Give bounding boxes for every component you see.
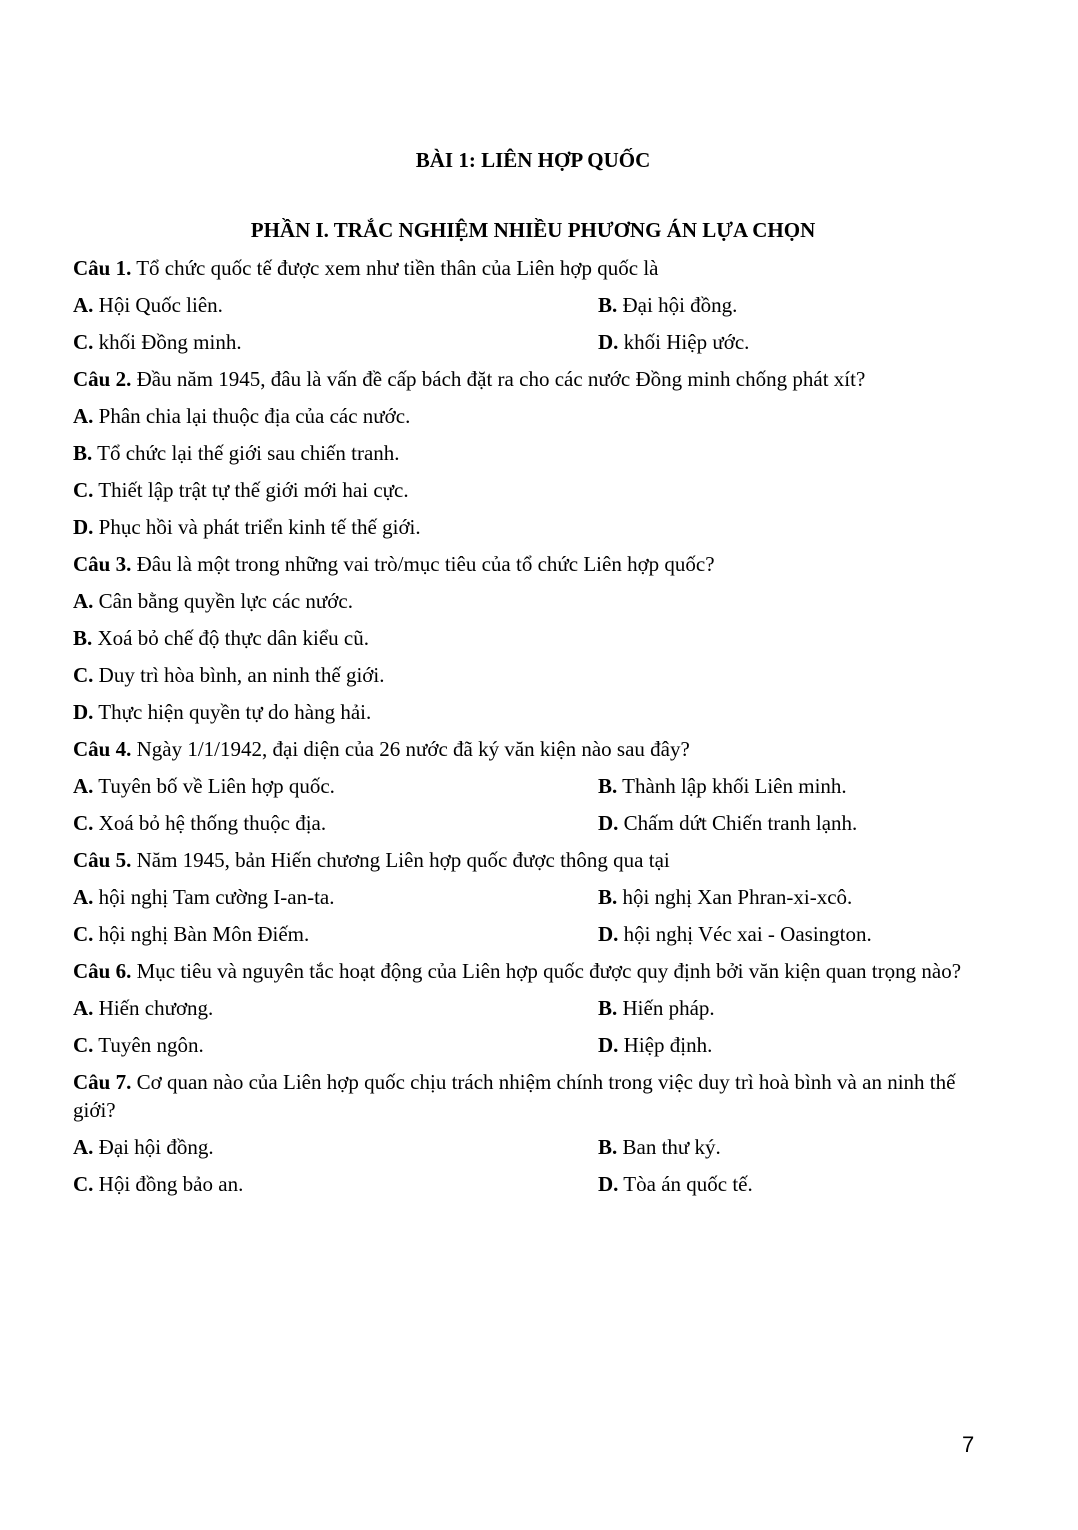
option-letter: A.	[73, 404, 94, 428]
question-label: Câu 6.	[73, 959, 132, 983]
answer-option	[73, 513, 993, 541]
option-text: hội nghị Tam cường I-an-ta.	[93, 885, 335, 909]
answer-option	[73, 920, 598, 948]
answer-option	[598, 1170, 753, 1198]
question-text: Năm 1945, bản Hiến chương Liên hợp quốc được thông qua tại	[131, 848, 670, 872]
option-row	[73, 920, 993, 948]
option-letter: B.	[598, 1135, 618, 1159]
option-text: Thực hiện quyền tự do hàng hải.	[93, 700, 372, 724]
option-text: Hiến chương.	[93, 996, 214, 1020]
question-label: Câu 3.	[73, 552, 132, 576]
option-text: Duy trì hòa bình, an ninh thế giới.	[93, 663, 385, 687]
option-letter: D.	[598, 1172, 619, 1196]
option-text: Tuyên ngôn.	[93, 1033, 204, 1057]
option-text: Thành lập khối Liên minh.	[617, 774, 847, 798]
question-text: Tổ chức quốc tế được xem như tiền thân của Liên hợp quốc là	[131, 256, 659, 280]
question-stem	[73, 1068, 993, 1124]
option-row	[73, 994, 993, 1022]
answer-option	[73, 1031, 598, 1059]
option-text: khối Đồng minh.	[93, 330, 242, 354]
option-row	[73, 328, 993, 356]
option-text: khối Hiệp ước.	[618, 330, 750, 354]
question-text: Đâu là một trong những vai trò/mục tiêu của tổ chức Liên hợp quốc?	[131, 552, 715, 576]
answer-option	[598, 920, 872, 948]
option-letter: A.	[73, 293, 94, 317]
option-letter: D.	[73, 515, 94, 539]
option-row	[73, 772, 993, 800]
option-letter: B.	[598, 996, 618, 1020]
option-text: Hiệp định.	[618, 1033, 713, 1057]
answer-option	[73, 772, 598, 800]
answer-option	[73, 994, 598, 1022]
option-row	[73, 1170, 993, 1198]
option-row	[73, 1133, 993, 1161]
option-letter: C.	[73, 1033, 94, 1057]
question-text: Ngày 1/1/1942, đại diện của 26 nước đã ký văn kiện nào sau đây?	[131, 737, 690, 761]
question-label: Câu 1.	[73, 256, 132, 280]
answer-option	[73, 439, 993, 467]
question-stem	[73, 254, 993, 282]
option-text: Tuyên bố về Liên hợp quốc.	[93, 774, 335, 798]
answer-option	[73, 291, 598, 319]
option-row	[73, 809, 993, 837]
option-text: Phục hồi và phát triển kinh tế thế giới.	[93, 515, 421, 539]
option-text: Tòa án quốc tế.	[618, 1172, 753, 1196]
section-title: PHẦN I. TRẮC NGHIỆM NHIỀU PHƯƠNG ÁN LỰA CHỌN	[250, 218, 816, 242]
option-letter: A.	[73, 774, 94, 798]
answer-option	[73, 1170, 598, 1198]
answer-option	[73, 661, 993, 689]
option-letter: B.	[598, 885, 618, 909]
answer-option	[598, 1031, 712, 1059]
answer-option	[73, 402, 993, 430]
option-letter: A.	[73, 885, 94, 909]
page-number: 7	[962, 1432, 975, 1457]
question-stem	[73, 846, 993, 874]
option-text: hội nghị Xan Phran-xi-xcô.	[617, 885, 853, 909]
question-text: Đầu năm 1945, đâu là vấn đề cấp bách đặt ra cho các nước Đồng minh chống phát xít?	[131, 367, 866, 391]
answer-option	[598, 809, 857, 837]
option-letter: B.	[598, 774, 618, 798]
question-stem	[73, 957, 993, 985]
option-letter: C.	[73, 922, 94, 946]
option-text: Hội Quốc liên.	[93, 293, 223, 317]
answer-option	[598, 883, 852, 911]
option-letter: C.	[73, 663, 94, 687]
option-text: Chấm dứt Chiến tranh lạnh.	[618, 811, 858, 835]
answer-option	[598, 772, 847, 800]
option-letter: D.	[598, 811, 619, 835]
option-text: Ban thư ký.	[617, 1135, 721, 1159]
option-text: Hội đồng bảo an.	[93, 1172, 244, 1196]
answer-option	[73, 809, 598, 837]
question-stem	[73, 550, 993, 578]
option-text: Đại hội đồng.	[617, 293, 738, 317]
question-text: Mục tiêu và nguyên tắc hoạt động của Liên hợp quốc được quy định bởi văn kiện quan trọng nào?	[131, 959, 962, 983]
answer-option	[598, 291, 737, 319]
option-letter: D.	[598, 1033, 619, 1057]
option-letter: C.	[73, 1172, 94, 1196]
option-text: Cân bằng quyền lực các nước.	[93, 589, 353, 613]
answer-option	[598, 994, 715, 1022]
question-label: Câu 5.	[73, 848, 132, 872]
option-row	[73, 883, 993, 911]
option-text: Thiết lập trật tự thế giới mới hai cực.	[93, 478, 409, 502]
option-text: Phân chia lại thuộc địa của các nước.	[93, 404, 411, 428]
option-text: Tổ chức lại thế giới sau chiến tranh.	[92, 441, 400, 465]
answer-option	[73, 1133, 598, 1161]
question-stem	[73, 365, 993, 393]
question-stem	[73, 735, 993, 763]
option-letter: C.	[73, 330, 94, 354]
option-row	[73, 291, 993, 319]
option-letter: D.	[598, 922, 619, 946]
lesson-title: BÀI 1: LIÊN HỢP QUỐC	[415, 148, 651, 172]
answer-option	[73, 328, 598, 356]
answer-option	[73, 587, 993, 615]
answer-option	[598, 328, 749, 356]
question-label: Câu 4.	[73, 737, 132, 761]
question-text: Cơ quan nào của Liên hợp quốc chịu trách nhiệm chính trong việc duy trì hoà bình và an ninh thế giới?	[73, 1070, 956, 1122]
question-label: Câu 2.	[73, 367, 132, 391]
option-letter: B.	[73, 626, 93, 650]
answer-option	[73, 624, 993, 652]
option-letter: B.	[73, 441, 93, 465]
option-letter: B.	[598, 293, 618, 317]
option-letter: D.	[73, 700, 94, 724]
option-letter: C.	[73, 811, 94, 835]
answer-option	[73, 476, 993, 504]
document-page	[73, 146, 993, 1207]
option-text: Xoá bỏ chế độ thực dân kiểu cũ.	[92, 626, 369, 650]
answer-option	[73, 698, 993, 726]
option-letter: C.	[73, 478, 94, 502]
question-label: Câu 7.	[73, 1070, 132, 1094]
option-row	[73, 1031, 993, 1059]
option-letter: D.	[598, 330, 619, 354]
answer-option	[73, 883, 598, 911]
option-text: Hiến pháp.	[617, 996, 715, 1020]
option-text: Xoá bỏ hệ thống thuộc địa.	[93, 811, 327, 835]
option-letter: A.	[73, 996, 94, 1020]
option-letter: A.	[73, 1135, 94, 1159]
option-text: hội nghị Véc xai - Oasington.	[618, 922, 872, 946]
option-text: Đại hội đồng.	[93, 1135, 214, 1159]
question-list	[73, 254, 993, 1198]
answer-option	[598, 1133, 721, 1161]
option-letter: A.	[73, 589, 94, 613]
option-text: hội nghị Bàn Môn Điếm.	[93, 922, 310, 946]
